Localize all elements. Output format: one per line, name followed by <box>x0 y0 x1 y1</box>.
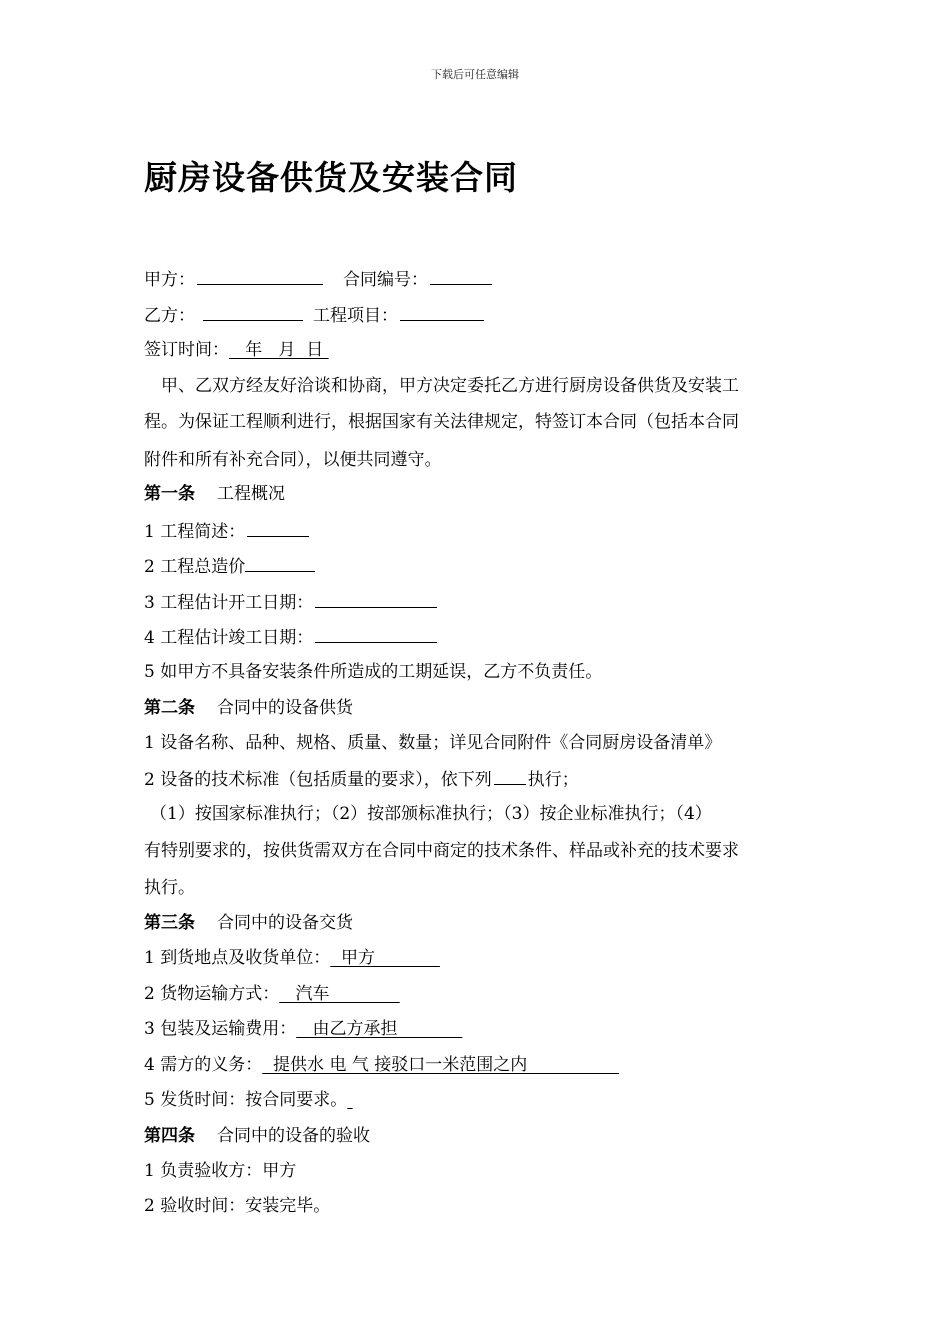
art2-item-2-line-1: （1）按国家标准执行；（2）按部颁标准执行；（3）按企业标准执行；（4） <box>150 804 712 824</box>
sign-time-value[interactable]: 年 月 日 <box>229 340 329 360</box>
art4-item-2: 2 验收时间：安装完毕。 <box>144 1196 331 1216</box>
party-a-blank[interactable] <box>197 266 323 285</box>
article-3-header <box>144 911 353 935</box>
art2-item-2-label: 2 设备的技术标准（包括质量的要求），依下列 <box>144 770 492 790</box>
art1-item-4 <box>144 624 439 650</box>
art1-item-2 <box>144 553 317 579</box>
article-1-heading: 第一条 <box>144 484 195 504</box>
art2-item-2-line-3: 执行。 <box>144 878 195 898</box>
art2-item-2-suffix: 执行； <box>527 770 579 790</box>
article-2-header <box>144 696 353 720</box>
art3-item-3 <box>144 1017 462 1041</box>
project-blank[interactable] <box>400 302 484 321</box>
art3-item-5-label: 5 发货时间：按合同要求。 <box>144 1090 348 1110</box>
art2-item-2 <box>144 766 579 792</box>
art3-item-2-label: 2 货物运输方式： <box>144 984 280 1004</box>
art3-item-4-value[interactable]: 提供水 电 气 接驳口一米范围之内 <box>262 1055 620 1075</box>
article-4-header <box>144 1124 370 1148</box>
art1-item-5: 5 如甲方不具备安装条件所造成的工期延误，乙方不负责任。 <box>144 662 603 682</box>
art3-item-4-label: 4 需方的义务： <box>144 1055 263 1075</box>
header-note: 下载后可任意编辑 <box>431 68 519 81</box>
article-1-title: 工程概况 <box>217 484 285 504</box>
art1-item-1-blank[interactable] <box>247 518 309 537</box>
project-label: 工程项目： <box>313 306 398 326</box>
art1-item-1 <box>144 518 311 544</box>
art3-item-5-value[interactable] <box>347 1090 352 1110</box>
art3-item-2 <box>144 982 400 1006</box>
art1-item-2-label: 2 工程总造价 <box>144 557 246 577</box>
article-1-header <box>144 482 285 506</box>
sign-time-label: 签订时间： <box>144 340 229 360</box>
art3-item-3-label: 3 包装及运输费用： <box>144 1019 297 1039</box>
art3-item-3-value[interactable]: 由乙方承担 <box>296 1019 463 1039</box>
party-b-blank[interactable] <box>203 302 303 321</box>
art1-item-4-label: 4 工程估计竣工日期： <box>144 628 314 648</box>
art1-item-3-label: 3 工程估计开工日期： <box>144 593 314 613</box>
art2-item-2-blank[interactable] <box>494 766 526 785</box>
art1-item-3 <box>144 589 439 615</box>
intro-line-1: 甲、乙双方经友好洽谈和协商，甲方决定委托乙方进行厨房设备供货及安装工 <box>161 376 739 396</box>
party-a-label: 甲方： <box>144 270 195 290</box>
art1-item-3-blank[interactable] <box>315 589 437 608</box>
art3-item-1 <box>144 946 440 970</box>
sign-time-line <box>144 338 329 362</box>
art2-item-1: 1 设备名称、品种、规格、质量、数量；详见合同附件《合同厨房设备清单》 <box>144 733 722 753</box>
article-2-heading: 第二条 <box>144 698 195 718</box>
art1-item-4-blank[interactable] <box>315 624 437 643</box>
art1-item-2-blank[interactable] <box>245 553 315 572</box>
art4-item-1: 1 负责验收方：甲方 <box>144 1161 297 1181</box>
contract-no-blank[interactable] <box>430 266 492 285</box>
party-b-label: 乙方： <box>144 306 195 326</box>
art3-item-1-label: 1 到货地点及收货单位： <box>144 948 331 968</box>
article-4-heading: 第四条 <box>144 1126 195 1146</box>
article-4-title: 合同中的设备的验收 <box>217 1126 370 1146</box>
article-3-heading: 第三条 <box>144 913 195 933</box>
art3-item-1-value[interactable]: 甲方 <box>330 948 440 968</box>
contract-no-label: 合同编号： <box>343 270 428 290</box>
party-b-line <box>144 302 486 328</box>
art3-item-4 <box>144 1053 619 1077</box>
art1-item-1-label: 1 工程简述： <box>144 522 246 542</box>
article-3-title: 合同中的设备交货 <box>217 913 353 933</box>
article-2-title: 合同中的设备供货 <box>217 698 353 718</box>
art2-item-2-line-2: 有特别要求的，按供货需双方在合同中商定的技术条件、样品或补充的技术要求 <box>144 841 739 861</box>
intro-line-2: 程。为保证工程顺利进行，根据国家有关法律规定，特签订本合同（包括本合同 <box>144 412 739 432</box>
art3-item-2-value[interactable]: 汽车 <box>279 984 400 1004</box>
party-a-line <box>144 266 494 292</box>
intro-line-3: 附件和所有补充合同），以便共同遵守。 <box>144 450 442 470</box>
document-title: 厨房设备供货及安装合同 <box>144 158 518 197</box>
art3-item-5 <box>144 1088 353 1112</box>
